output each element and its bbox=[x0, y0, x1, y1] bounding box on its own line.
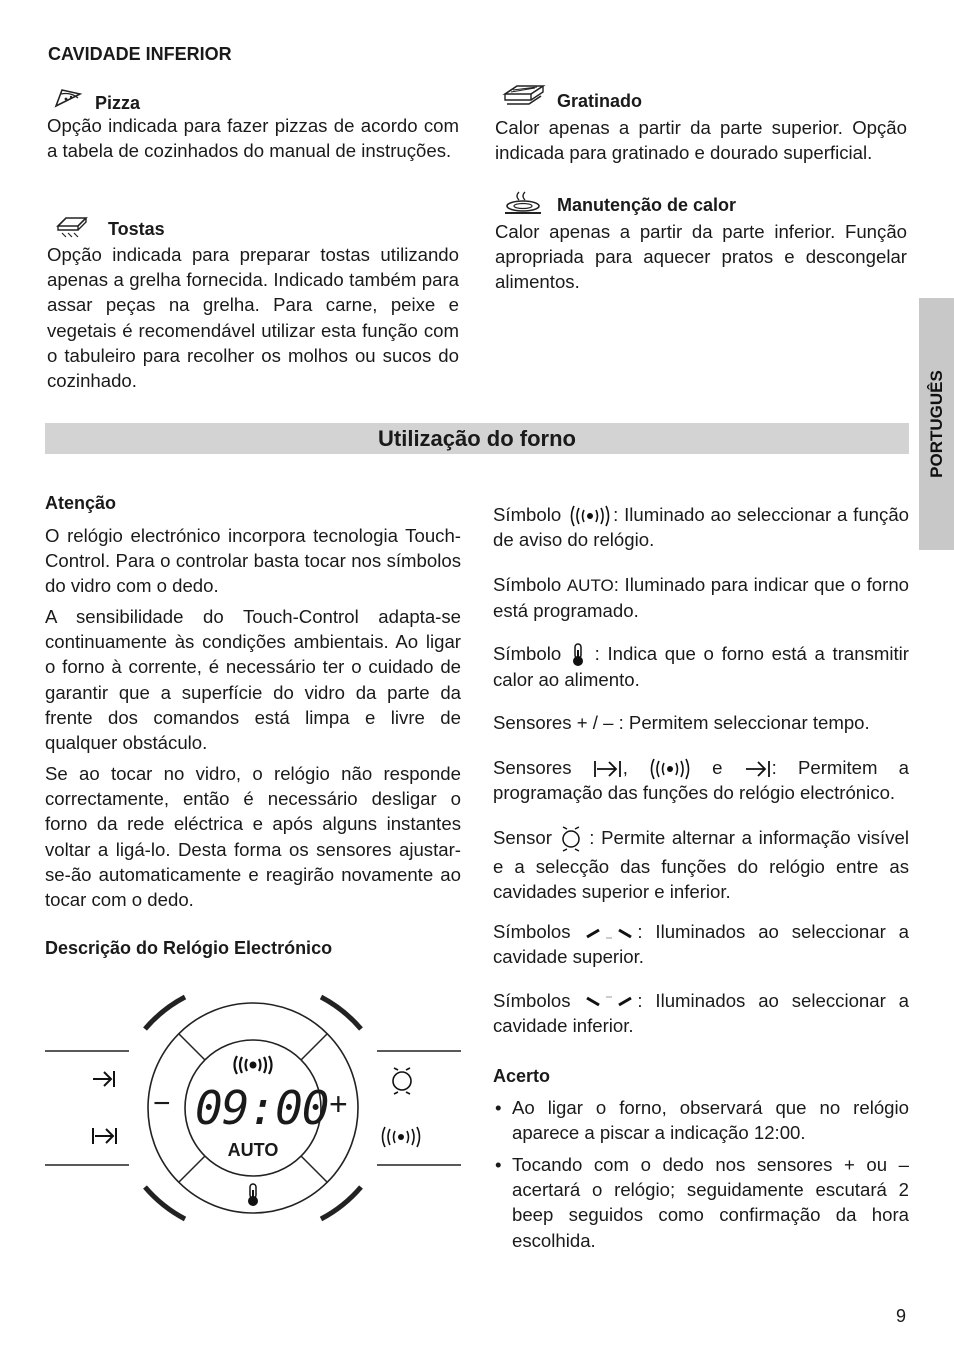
banner-title: Utilização do forno bbox=[378, 426, 576, 451]
gratin-icon bbox=[503, 84, 545, 110]
pizza-text: Opção indicada para fazer pizzas de acordo com a tabela de cozinhados do manual de instruções. bbox=[47, 115, 459, 162]
alarm-icon bbox=[649, 758, 691, 780]
manutencao-text: Calor apenas a partir da parte inferior. Função apropriada para aquecer pratos e descongelar alimentos. bbox=[495, 221, 907, 293]
keep-warm-icon bbox=[503, 190, 545, 216]
symbol-auto-text: : Iluminado para indicar que o forno está programado. bbox=[493, 574, 909, 622]
clock-auto-label: AUTO bbox=[227, 1140, 279, 1160]
acerto-bullet-1: Ao ligar o forno, observará que no relógio aparece a piscar a indicação 12:00. bbox=[512, 1097, 909, 1144]
sensors-plus-minus-desc: Sensores + / – : Permitem seleccionar tempo. bbox=[493, 712, 870, 733]
symbol-auto-desc bbox=[493, 572, 909, 623]
duration-icon bbox=[593, 759, 623, 779]
cavity-select-icon[interactable] bbox=[389, 1065, 415, 1097]
acerto-bullet-2: Tocando com o dedo nos sensores + ou – acertará o relógio; seguidamente escutará 2 beep seguidos como confirmação da hora escolhida. bbox=[512, 1154, 909, 1251]
symbols-lower-label: Símbolos bbox=[493, 990, 571, 1011]
alarm-icon[interactable] bbox=[381, 1126, 421, 1148]
symbol-heat-desc bbox=[493, 641, 909, 692]
language-tab bbox=[919, 298, 954, 550]
cavity-select-icon bbox=[559, 824, 583, 854]
language-label: PORTUGUÊS bbox=[926, 370, 946, 478]
sensors-program-and: e bbox=[712, 757, 723, 778]
sensors-program-comma: , bbox=[622, 757, 628, 778]
atencao-p2: A sensibilidade do Touch-Control adapta-se continuamente às condições ambientais. Ao ligar o forno à corrente, é necessário ter o cuidado de garantir que a superfície do vidro da parte da frente dos comandos está limpa e livre de qualquer obstáculo. bbox=[45, 606, 461, 754]
pizza-icon bbox=[54, 88, 82, 108]
alarm-icon bbox=[567, 505, 613, 527]
upper-cavity-icon bbox=[583, 925, 637, 941]
symbols-lower-desc bbox=[493, 988, 909, 1038]
duration-icon[interactable] bbox=[91, 1126, 119, 1146]
end-time-icon bbox=[744, 759, 772, 779]
symbols-upper-desc bbox=[493, 919, 909, 969]
thermometer-icon bbox=[569, 643, 587, 667]
sensor-cavity-desc bbox=[493, 824, 909, 904]
bullet-icon: • bbox=[495, 1097, 502, 1118]
symbols-lower-text: : Iluminados ao seleccionar a cavidade inferior. bbox=[493, 990, 909, 1037]
symbol-alarm-label: Símbolo bbox=[493, 504, 562, 525]
sensors-program-desc bbox=[493, 755, 909, 805]
pizza-title: Pizza bbox=[95, 93, 141, 113]
clock-time-display: 09:00 bbox=[195, 1081, 329, 1135]
sensor-cavity-label: Sensor bbox=[493, 826, 552, 848]
sensor-cavity-text: : Permite alternar a informação visível e a selecção das funções do relógio entre as cavidades superior e inferior. bbox=[493, 826, 909, 903]
tostas-title: Tostas bbox=[108, 219, 165, 239]
symbol-alarm-desc bbox=[493, 502, 909, 552]
thermometer-icon bbox=[245, 1183, 261, 1207]
atencao-p1: O relógio electrónico incorpora tecnologia Touch-Control. Para o controlar basta tocar nos símbolos do vidro com o dedo. bbox=[45, 525, 461, 597]
clock-diagram bbox=[45, 985, 461, 1225]
acerto-title: Acerto bbox=[493, 1066, 551, 1086]
symbol-heat-text: : Indica que o forno está a transmitir calor ao alimento. bbox=[493, 643, 909, 691]
tostas-text: Opção indicada para preparar tostas utilizando apenas a grelha fornecida. Indicado também para assar peças na grelha. Para carne, peixe e vegetais é recomendável utilizar esta função com o tabuleiro para recolher os molhos ou sucos do cozinhado. bbox=[47, 244, 459, 392]
symbol-alarm-text: : Iluminado ao seleccionar a função de aviso do relógio. bbox=[493, 504, 910, 551]
lower-cavity-icon bbox=[583, 994, 637, 1010]
grill-icon bbox=[56, 216, 88, 238]
sensors-program-text: : Permitem a programação das funções do relógio electrónico. bbox=[493, 757, 909, 804]
page-number: 9 bbox=[895, 1306, 906, 1326]
atencao-title: Atenção bbox=[45, 493, 117, 513]
symbol-heat-label: Símbolo bbox=[493, 643, 562, 664]
symbols-upper-label: Símbolos bbox=[493, 921, 571, 942]
section-banner bbox=[45, 423, 909, 454]
plus-sensor[interactable]: + bbox=[329, 1086, 348, 1122]
symbols-upper-text: : Iluminados ao seleccionar a cavidade superior. bbox=[493, 921, 909, 968]
clock-desc-title: Descrição do Relógio Electrónico bbox=[45, 938, 333, 958]
gratinado-text: Calor apenas a partir da parte superior. Opção indicada para gratinado e dourado superficial. bbox=[495, 117, 907, 164]
display-alarm-icon bbox=[232, 1055, 274, 1075]
symbol-auto-label: Símbolo bbox=[493, 574, 562, 595]
sensors-program-label: Sensores bbox=[493, 757, 572, 778]
bullet-icon: • bbox=[495, 1154, 502, 1175]
section-title: CAVIDADE INFERIOR bbox=[48, 44, 232, 64]
end-time-icon[interactable] bbox=[91, 1069, 117, 1089]
manutencao-title: Manutenção de calor bbox=[557, 195, 737, 215]
gratinado-title: Gratinado bbox=[557, 91, 643, 111]
auto-symbol: AUTO bbox=[566, 576, 614, 595]
atencao-p3: Se ao tocar no vidro, o relógio não responde correctamente, então é necessário desligar o forno da rede eléctrica e após alguns instantes voltar a ligá-lo. Desta forma os sensores ajustar-se-ão automaticamente e reagirão novamente ao tocar com o dedo. bbox=[45, 763, 461, 911]
minus-sensor[interactable]: − bbox=[153, 1087, 171, 1120]
